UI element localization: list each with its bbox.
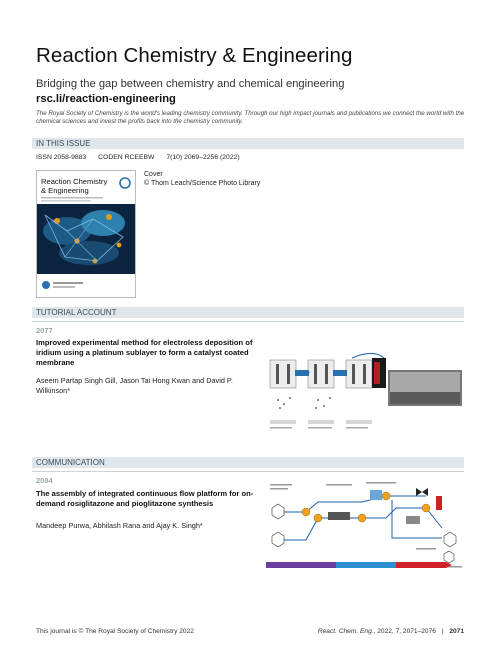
tutorial-abstract-figure — [266, 350, 464, 442]
section-header-communication: COMMUNICATION — [32, 457, 464, 468]
footer-citation-journal: React. Chem. Eng. — [317, 628, 374, 635]
tutorial-graphical-abstract[interactable] — [266, 350, 464, 442]
footer-copyright: This journal is © The Royal Society of Chemistry 2022 — [36, 628, 194, 635]
cover-journal-name: Reaction Chemistry — [41, 177, 108, 186]
footer-citation — [318, 628, 464, 635]
tutorial-page-number: 2077 — [36, 326, 53, 335]
footer-citation-details: , 2022, 7, 2071–2076 — [373, 628, 436, 635]
journal-title: Reaction Chemistry & Engineering — [36, 44, 353, 67]
issn: ISSN 2058-9883 — [36, 154, 87, 161]
communication-page-number: 2084 — [36, 476, 53, 485]
tutorial-authors: Aseem Partap Singh Gill, Jason Tai Hong Kwan and David P. Wilkinson* — [36, 376, 233, 395]
footer-page-number: 2071 — [449, 628, 464, 635]
divider — [32, 471, 464, 472]
cover-image[interactable] — [36, 170, 136, 298]
communication-graphical-abstract[interactable] — [266, 478, 464, 570]
cover-art — [37, 171, 135, 297]
cover-label: Cover — [144, 171, 163, 178]
communication-authors: Mandeep Purwa, Abhilash Rana and Ajay K. Singh* — [36, 521, 203, 530]
issue-meta — [36, 154, 250, 161]
volume-pages: 7(10) 2069–2256 (2022) — [166, 154, 240, 161]
journal-url-link[interactable]: rsc.li/reaction-engineering — [36, 93, 176, 105]
cover-credit: © Thom Leach/Science Photo Library — [144, 180, 261, 187]
section-header-in-this-issue: IN THIS ISSUE — [32, 138, 464, 149]
tutorial-article-title[interactable]: Improved experimental method for electroless deposition of iridium using a platinum sublayer to form a catalyst coated membrane — [36, 338, 253, 367]
communication-article-title[interactable]: The assembly of integrated continuous flow platform for on-demand rosiglitazone and pioglitazone synthesis — [36, 489, 254, 508]
rsc-blurb: The Royal Society of Chemistry is the world's leading chemistry community. Through our high impact journals and publications we connect the world with the chemical sciences and invest the profits back into the chemistry community. — [36, 110, 465, 126]
footer-separator: | — [441, 628, 444, 635]
coden: CODEN RCEEBW — [98, 154, 155, 161]
svg-text:& Engineering: & Engineering — [41, 186, 89, 195]
communication-abstract-figure — [266, 478, 464, 570]
cover-caption — [144, 170, 274, 188]
section-header-tutorial-account: TUTORIAL ACCOUNT — [32, 307, 464, 318]
journal-tagline: Bridging the gap between chemistry and chemical engineering — [36, 78, 345, 90]
divider — [32, 321, 464, 322]
